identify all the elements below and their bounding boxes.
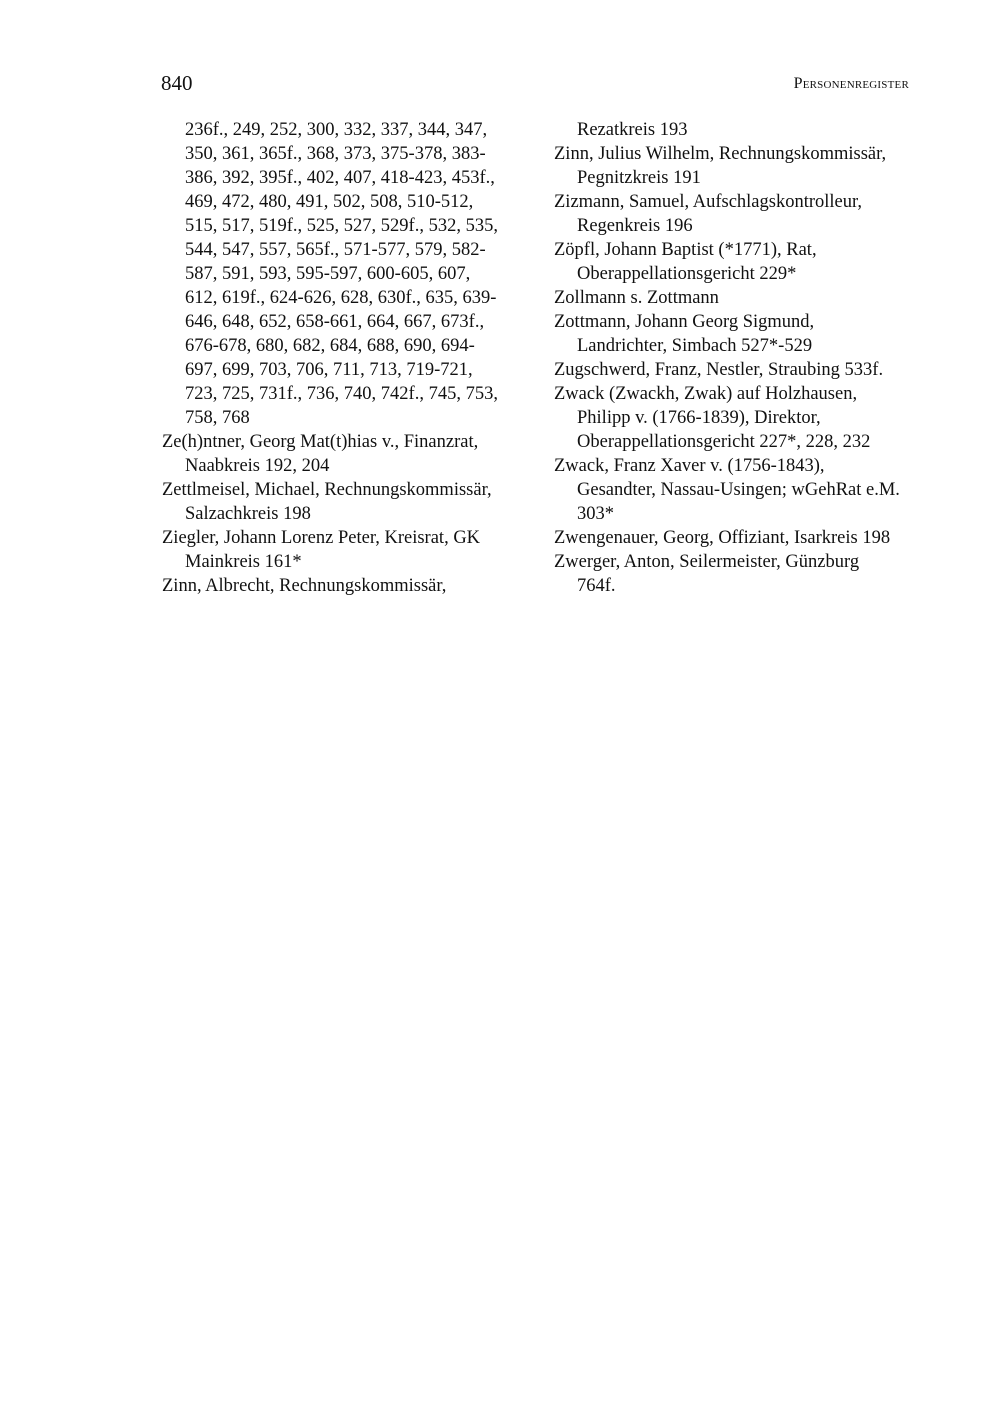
index-line: Salzachkreis 198 (185, 504, 311, 524)
index-entry-heading: Zöpfl, Johann Baptist (*1771), Rat, (554, 240, 817, 260)
index-line: 544, 547, 557, 565f., 571-577, 579, 582- (185, 240, 486, 260)
index-entry-heading: Zettlmeisel, Michael, Rechnungskommissär, (162, 480, 492, 500)
index-line: 758, 768 (185, 408, 250, 428)
index-line: 236f., 249, 252, 300, 332, 337, 344, 347, (185, 120, 488, 140)
index-entry-heading: Zwengenauer, Georg, Offiziant, Isarkreis 198 (554, 528, 891, 548)
index-line: 587, 591, 593, 595-597, 600-605, 607, (185, 264, 471, 284)
index-entry-heading: Zinn, Julius Wilhelm, Rechnungskommissär, (554, 144, 887, 164)
index-line: 697, 699, 703, 706, 711, 713, 719-721, (185, 360, 473, 380)
index-line: Mainkreis 161* (185, 552, 302, 572)
index-entry-heading: Ze(h)ntner, Georg Mat(t)hias v., Finanzrat, (162, 432, 479, 452)
index-line: Philipp v. (1766-1839), Direktor, (577, 408, 821, 428)
index-entry-heading: Zizmann, Samuel, Aufschlagskontrolleur, (554, 192, 863, 212)
index-entry-heading: Zinn, Albrecht, Rechnungskommissär, (162, 576, 447, 596)
index-entry-heading: Zwerger, Anton, Seilermeister, Günzburg (554, 552, 860, 572)
index-line: 386, 392, 395f., 402, 407, 418-423, 453f., (185, 168, 495, 188)
index-line: 612, 619f., 624-626, 628, 630f., 635, 639- (185, 288, 497, 308)
index-line: Oberappellationsgericht 229* (577, 264, 797, 284)
index-line: Gesandter, Nassau-Usingen; wGehRat e.M. (577, 480, 900, 500)
index-line: Pegnitzkreis 191 (577, 168, 701, 188)
page-number: 840 (161, 71, 193, 95)
index-line: Oberappellationsgericht 227*, 228, 232 (577, 432, 871, 452)
index-line: Rezatkreis 193 (577, 120, 688, 140)
index-entry-heading: Zwack (Zwackh, Zwak) auf Holzhausen, (554, 384, 858, 404)
index-line: 646, 648, 652, 658-661, 664, 667, 673f., (185, 312, 485, 332)
index-entry-heading: Zottmann, Johann Georg Sigmund, (554, 312, 815, 332)
index-line: 303* (577, 504, 614, 524)
index-column-right (554, 118, 924, 598)
index-entry-heading: Zwack, Franz Xaver v. (1756-1843), (554, 456, 825, 476)
index-line: 350, 361, 365f., 368, 373, 375-378, 383- (185, 144, 486, 164)
index-line: Naabkreis 192, 204 (185, 456, 330, 476)
index-line: Landrichter, Simbach 527*-529 (577, 336, 813, 356)
index-entry-heading: Zugschwerd, Franz, Nestler, Straubing 533f. (554, 360, 884, 380)
index-column-left (162, 118, 532, 598)
running-head: Personenregister (793, 75, 909, 92)
index-line: 764f. (577, 576, 616, 596)
index-line: 469, 472, 480, 491, 502, 508, 510-512, (185, 192, 474, 212)
index-entry-heading: Ziegler, Johann Lorenz Peter, Kreisrat, GK (162, 528, 481, 548)
index-line: Regenkreis 196 (577, 216, 693, 236)
index-entry-heading: Zollmann s. Zottmann (554, 288, 719, 308)
index-line: 515, 517, 519f., 525, 527, 529f., 532, 535, (185, 216, 498, 236)
index-line: 676-678, 680, 682, 684, 688, 690, 694- (185, 336, 475, 356)
index-line: 723, 725, 731f., 736, 740, 742f., 745, 753, (185, 384, 498, 404)
